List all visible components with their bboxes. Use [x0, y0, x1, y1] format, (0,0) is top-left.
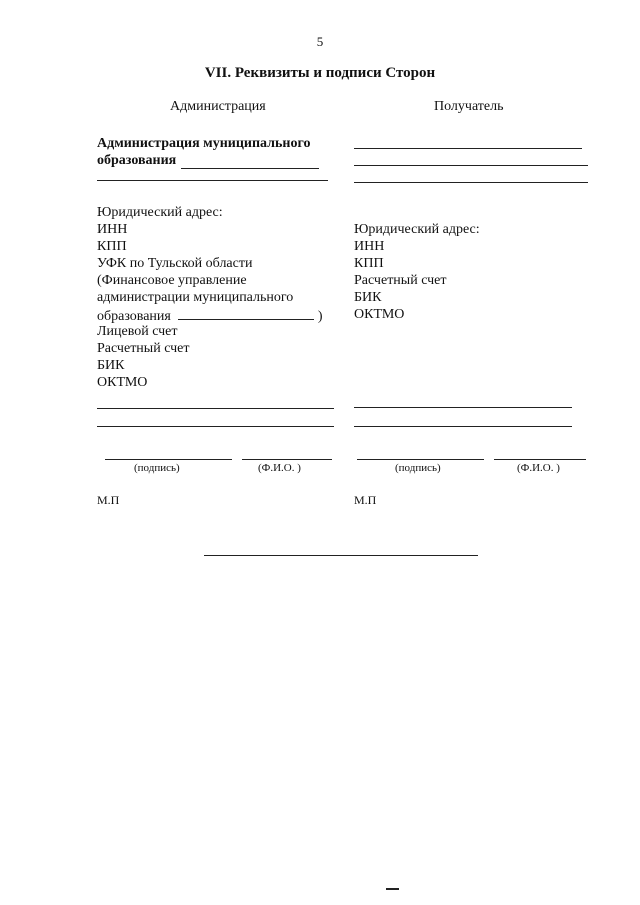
right-row-settlement-account: Расчетный счет [354, 273, 447, 288]
closing-separator-line [204, 555, 478, 556]
left-org-line1: Администрация муниципального [97, 136, 311, 151]
right-row-inn: ИНН [354, 239, 385, 254]
left-row-personal-account: Лицевой счет [97, 324, 178, 339]
left-row-obrazovaniya-label: образования [97, 309, 171, 324]
right-requisites [354, 221, 480, 323]
left-signature-line [105, 459, 232, 460]
right-row-oktmo: ОКТМО [354, 307, 405, 322]
left-row-bik: БИК [97, 358, 125, 373]
left-row-inn: ИНН [97, 222, 128, 237]
left-org-line2-row [97, 152, 332, 169]
left-requisites [97, 204, 323, 391]
right-row-kpp: КПП [354, 256, 384, 271]
left-org-blank-line [97, 180, 328, 181]
left-signature-caption: (подпись) [134, 462, 180, 474]
right-blank-line-1 [354, 407, 572, 408]
left-org-fill-line [181, 154, 319, 169]
left-row-obrazovaniya [97, 306, 323, 323]
left-row-address: Юридический адрес: [97, 205, 223, 220]
left-closing-paren: ) [317, 309, 323, 324]
left-row-settlement-account: Расчетный счет [97, 341, 190, 356]
right-blank-line-2 [354, 426, 572, 427]
right-signature-line [357, 459, 484, 460]
right-org-blank-line-2 [354, 165, 588, 166]
right-org-blank-line-1 [354, 148, 582, 149]
right-signature-caption: (подпись) [395, 462, 441, 474]
left-row-finance-dept: (Финансовое управление [97, 273, 247, 288]
left-blank-line-2 [97, 426, 334, 427]
page-number: 5 [316, 34, 324, 49]
right-name-line [494, 459, 586, 460]
scan-speck-mark [386, 888, 399, 890]
left-row-oktmo: ОКТМО [97, 375, 148, 390]
left-obrazovaniya-fill-line [178, 306, 314, 320]
left-seal-mark: М.П [97, 493, 120, 507]
section-title: VII. Реквизиты и подписи Сторон [204, 65, 436, 81]
right-column-heading: Получатель [434, 99, 504, 114]
right-name-caption: (Ф.И.О. ) [517, 462, 560, 474]
left-row-kpp: КПП [97, 239, 127, 254]
left-row-ufk: УФК по Тульской области [97, 256, 253, 271]
left-org-name-block [97, 135, 332, 169]
right-seal-mark: М.П [354, 493, 377, 507]
left-org-line2: образования [97, 153, 177, 168]
right-row-address: Юридический адрес: [354, 222, 480, 237]
right-org-blank-line-3 [354, 182, 588, 183]
right-row-bik: БИК [354, 290, 382, 305]
left-blank-line-1 [97, 408, 334, 409]
left-name-caption: (Ф.И.О. ) [258, 462, 301, 474]
left-column-heading: Администрация [170, 99, 266, 114]
left-row-municipal-admin: администрации муниципального [97, 290, 294, 305]
left-name-line [242, 459, 332, 460]
